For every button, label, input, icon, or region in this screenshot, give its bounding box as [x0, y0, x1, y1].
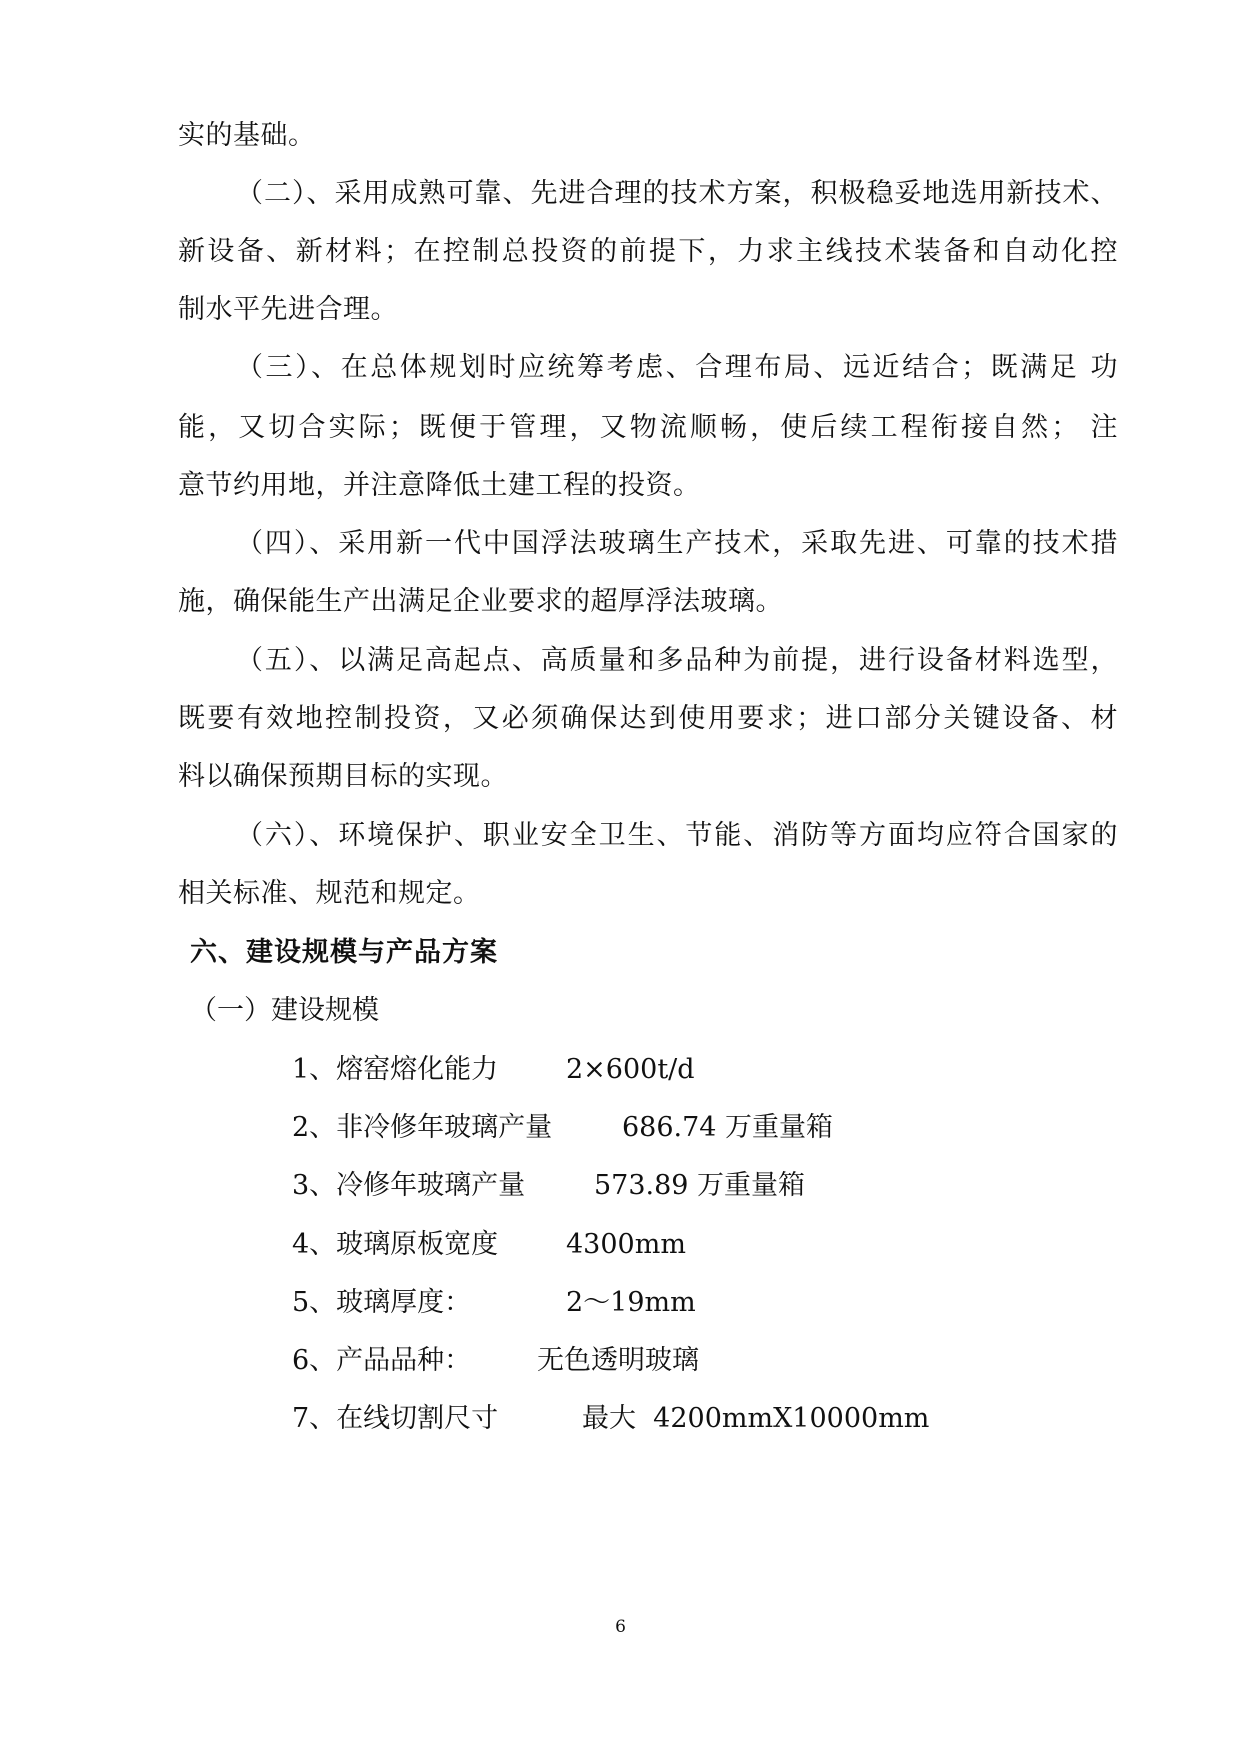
scale-item — [292, 1110, 834, 1146]
paragraph-line: 既要有效地控制投资，又必须确保达到使用要求；进口部分关键设备、材 — [178, 703, 1118, 734]
scale-item-value: 4300mm — [566, 1229, 686, 1260]
section-heading: 六、建设规模与产品方案 — [190, 937, 498, 968]
paragraph-line: （四）、采用新一代中国浮法玻璃生产技术，采取先进、可靠的技术措 — [236, 528, 1118, 559]
paragraph-line: 实的基础。 — [178, 120, 316, 151]
scale-item-label: 3、冷修年玻璃产量 — [292, 1170, 526, 1201]
scale-item — [292, 1343, 699, 1379]
scale-item-value: 无色透明玻璃 — [537, 1345, 699, 1376]
scale-item — [292, 1168, 806, 1204]
scale-item-value: 2×600t/d — [566, 1054, 695, 1085]
paragraph-line: 制水平先进合理。 — [178, 294, 398, 325]
scale-item-label: 6、产品品种： — [292, 1345, 472, 1376]
scale-item-label: 2、非冷修年玻璃产量 — [292, 1112, 553, 1143]
paragraph-line: 能，又切合实际；既便于管理，又物流顺畅，使后续工程衔接自然； 注 — [178, 412, 1118, 443]
scale-item-label: 5、玻璃厚度： — [292, 1287, 472, 1318]
scale-item-value: 573.89 万重量箱 — [594, 1170, 806, 1201]
scale-item — [292, 1285, 696, 1321]
paragraph-line: （五）、以满足高起点、高质量和多品种为前提，进行设备材料选型， — [236, 645, 1118, 676]
page-number: 6 — [615, 1617, 626, 1637]
scale-item — [292, 1401, 930, 1437]
paragraph-line: （二）、采用成熟可靠、先进合理的技术方案，积极稳妥地选用新技术、 — [236, 178, 1118, 209]
paragraph-line: 新设备、新材料；在控制总投资的前提下，力求主线技术装备和自动化控 — [178, 236, 1118, 267]
scale-item-value: 686.74 万重量箱 — [622, 1112, 834, 1143]
scale-item — [292, 1227, 686, 1263]
paragraph-line: 意节约用地，并注意降低土建工程的投资。 — [178, 470, 701, 501]
paragraph-line: 料以确保预期目标的实现。 — [178, 761, 508, 792]
scale-item-label: 7、在线切割尺寸 — [292, 1403, 499, 1434]
scale-item — [292, 1052, 695, 1088]
scale-item-label: 1、熔窑熔化能力 — [292, 1054, 499, 1085]
scale-item-value: 2～19mm — [566, 1287, 696, 1318]
paragraph-line: （三）、在总体规划时应统筹考虑、合理布局、远近结合；既满足 功 — [236, 352, 1118, 383]
scale-item-label: 4、玻璃原板宽度 — [292, 1229, 499, 1260]
paragraph-line: 施，确保能生产出满足企业要求的超厚浮法玻璃。 — [178, 586, 783, 617]
scale-item-value: 最大 4200mmX10000mm — [582, 1403, 930, 1434]
paragraph-line: 相关标准、规范和规定。 — [178, 878, 481, 909]
subsection-heading: （一）建设规模 — [190, 995, 379, 1026]
paragraph-line: （六）、环境保护、职业安全卫生、节能、消防等方面均应符合国家的 — [236, 820, 1118, 851]
